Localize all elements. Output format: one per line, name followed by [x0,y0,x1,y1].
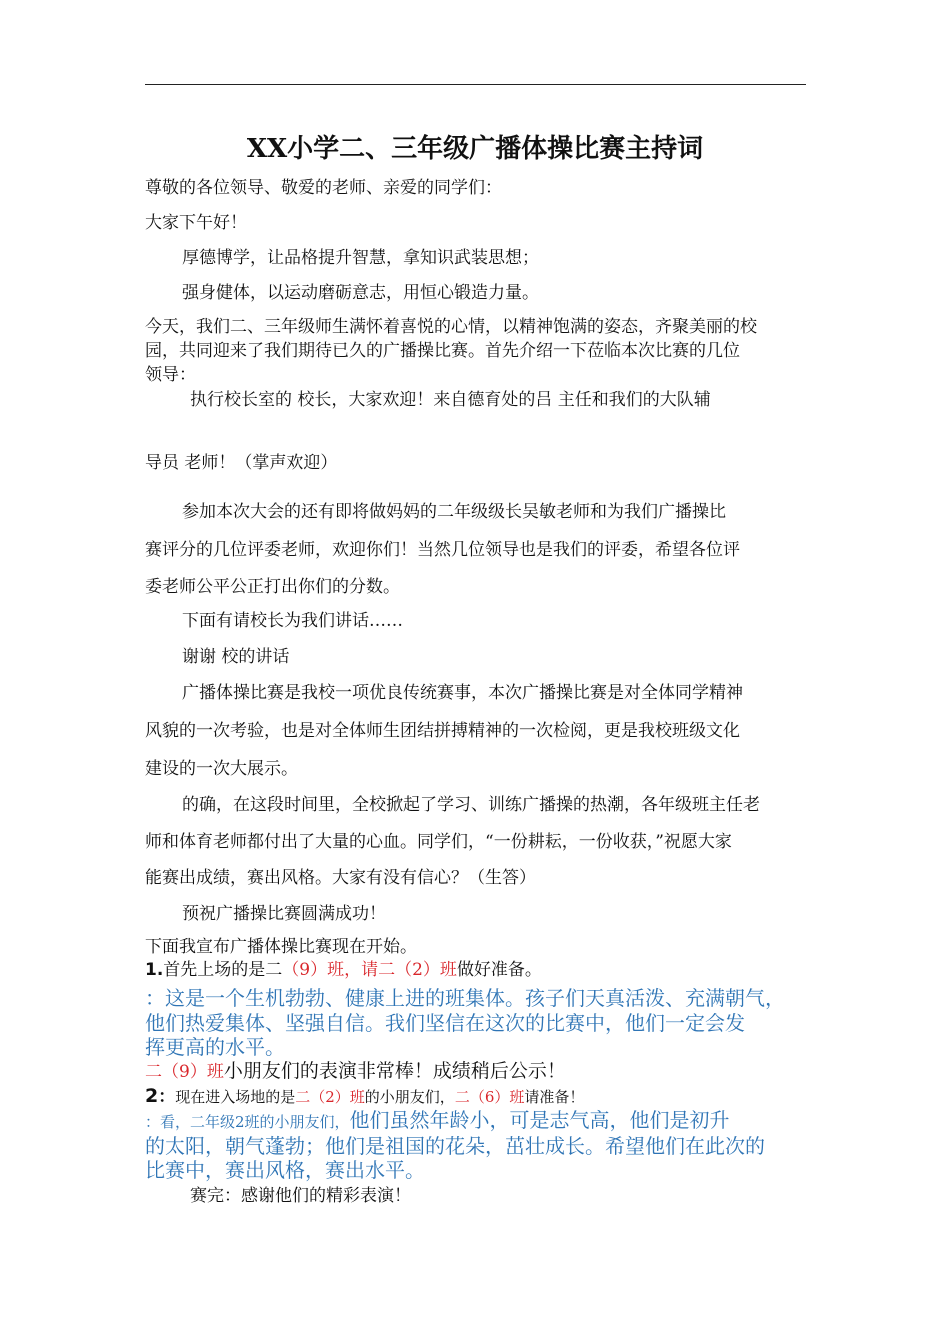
motto-line-2: 强身健体，以运动磨砺意志，用恒心锻造力量。 [182,283,539,303]
document-title: XX小学二、三年级广播体操比赛主持词 [246,134,704,164]
item2-desc-1-small: ：看，二年级2班的小朋友们， [145,1113,350,1131]
motto-line-1: 厚德博学，让品格提升智慧，拿知识武装思想； [182,248,539,268]
effort-line-1: 的确，在这段时间里，全校掀起了学习、训练广播操的热潮，各年级班主任老 [182,795,760,815]
item2-desc-3: 比赛中，赛出风格，赛出水平。 [145,1158,425,1182]
thanks-line: 谢谢 校的讲话 [182,647,290,667]
wish-line: 预祝广播操比赛圆满成功！ [182,904,386,924]
effort-line-3: 能赛出成绩，赛出风格。大家有没有信心？（生答） [145,868,536,888]
leaders-line-2: 导员 老师！（掌声欢迎） [145,453,338,473]
attend-line-1: 参加本次大会的还有即将做妈妈的二年级级长吴敏老师和为我们广播操比 [182,502,726,522]
contest-line-2: 风貌的一次考验，也是对全体师生团结拼搏精神的一次检阅，更是我校班级文化 [145,721,740,741]
item2-desc-2: 的太阳，朝气蓬勃；他们是祖国的花朵，茁壮成长。希望他们在此次的 [145,1134,765,1158]
attend-line-2: 赛评分的几位评委老师，欢迎你们！当然几位领导也是我们的评委，希望各位评 [145,540,740,560]
item2-text-c: 的小朋友们， [364,1088,455,1106]
item1-desc-2: 他们热爱集体、坚强自信。我们坚信在这次的比赛中，他们一定会发 [145,1011,745,1035]
item2-colon: ： [158,1087,176,1107]
attend-line-3: 委老师公平公正打出你们的分数。 [145,577,400,597]
item2-heading [145,1085,584,1107]
item2-end: 赛完：感谢他们的精彩表演！ [190,1186,411,1206]
hello-line: 大家下午好！ [145,213,247,233]
item1-result [145,1060,566,1083]
item2-class-b: 二（6）班 [454,1088,525,1106]
contest-line-3: 建设的一次大展示。 [145,759,298,779]
item1-desc-3: 挥更高的水平。 [145,1035,285,1059]
item1-text-a: 首先上场的是二 [163,960,283,980]
item2-text-a: 现在进入场地的是 [175,1088,296,1106]
item1-heading [145,960,542,980]
intro-line-2: 园，共同迎来了我们期待已久的广播操比赛。首先介绍一下莅临本次比赛的几位 [145,341,740,361]
item2-number: 2 [145,1085,159,1107]
leaders-line-1: 执行校长室的 校长，大家欢迎！来自德育处的吕 主任和我们的大队辅 [190,390,711,410]
intro-line-3: 领导： [145,365,196,385]
item1-result-class: 二（9）班 [145,1062,224,1082]
contest-line-1: 广播体操比赛是我校一项优良传统赛事，本次广播操比赛是对全体同学精神 [182,683,743,703]
item1-number: 1. [145,960,164,980]
item1-text-c: 做好准备。 [456,960,542,980]
header-rule [145,84,806,85]
speech-line: 下面有请校长为我们讲话…… [182,611,403,631]
item2-desc-1-big: 他们虽然年龄小，可是志气高，他们是初升 [349,1108,730,1132]
item1-result-text: 小朋友们的表演非常棒！成绩稍后公示！ [223,1060,566,1082]
item2-desc-1 [145,1108,730,1132]
effort-line-2: 师和体育老师都付出了大量的心血。同学们，“一份耕耘，一份收获，”祝愿大家 [145,832,732,852]
item2-class-a: 二（2）班 [295,1088,365,1106]
greeting-line: 尊敬的各位领导、敬爱的老师、亲爱的同学们： [145,178,502,198]
start-line: 下面我宣布广播体操比赛现在开始。 [145,937,417,957]
item2-text-e: 请准备！ [524,1088,585,1106]
intro-line-1: 今天，我们二、三年级师生满怀着喜悦的心情，以精神饱满的姿态，齐聚美丽的校 [145,317,757,337]
item1-classes: （9）班，请二（2）班 [282,960,457,980]
item1-desc-1: ：这是一个生机勃勃、健康上进的班集体。孩子们天真活泼、充满朝气， [145,986,785,1010]
